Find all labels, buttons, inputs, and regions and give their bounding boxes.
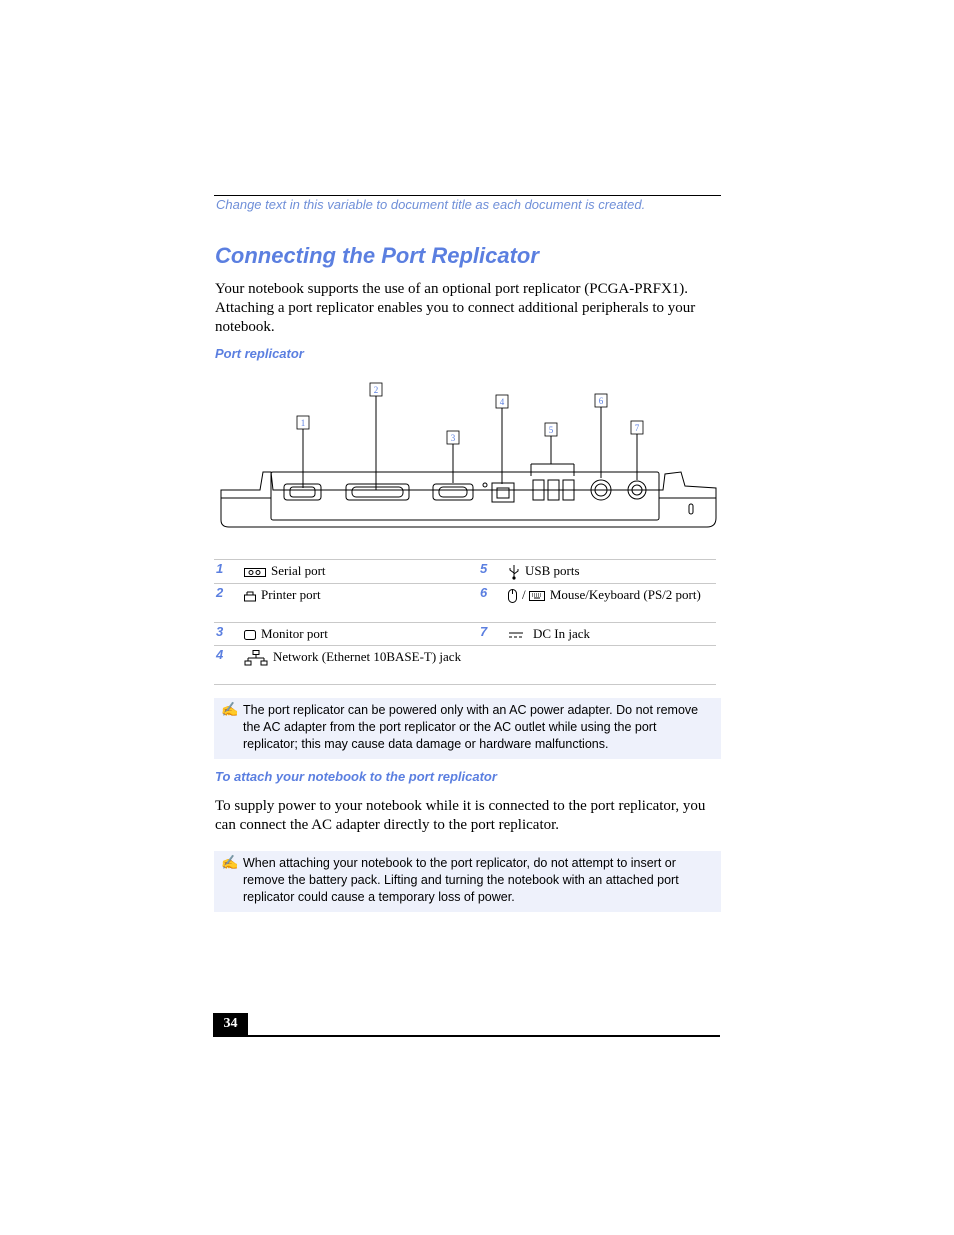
table-row bbox=[214, 623, 716, 646]
footer-rule bbox=[213, 1035, 720, 1037]
procedure-heading: To attach your notebook to the port replicator bbox=[215, 769, 497, 784]
network-icon bbox=[244, 650, 268, 666]
port-label: Printer port bbox=[261, 587, 321, 603]
dc-in-icon bbox=[508, 631, 524, 639]
note-box bbox=[214, 698, 721, 759]
note-pencil-icon: ✍ bbox=[221, 854, 239, 870]
usb-icon bbox=[508, 564, 520, 580]
callout-1: 1 bbox=[300, 418, 306, 428]
port-number: 6 bbox=[478, 584, 508, 623]
serial-port-icon bbox=[244, 568, 266, 577]
note-pencil-icon: ✍ bbox=[221, 701, 239, 717]
port-replicator-illustration bbox=[215, 380, 725, 530]
table-row: 2 Printer port 6 / Mouse/Keyboard (PS/2 port) bbox=[214, 584, 716, 623]
port-label: Mouse/Keyboard (PS/2 port) bbox=[549, 587, 701, 603]
port-label: USB ports bbox=[525, 563, 580, 578]
port-number: 1 bbox=[214, 560, 244, 584]
port-number: 3 bbox=[214, 623, 244, 646]
callout-3: 3 bbox=[450, 433, 456, 443]
port-legend-table bbox=[214, 559, 716, 685]
intro-paragraph: Your notebook supports the use of an optional port replicator (PCGA-PRFX1). Attaching a port replicator enables you to connect additional peripherals to your notebook. bbox=[215, 281, 696, 335]
table-row bbox=[214, 560, 716, 584]
header-rule bbox=[214, 195, 721, 196]
callout-2: 2 bbox=[373, 385, 379, 395]
port-number: 5 bbox=[478, 560, 508, 584]
printer-icon bbox=[244, 591, 256, 602]
callout-4: 4 bbox=[499, 397, 505, 407]
callout-7: 7 bbox=[634, 423, 640, 433]
mouse-icon bbox=[508, 589, 517, 603]
port-label: Serial port bbox=[271, 563, 326, 578]
note-text: The port replicator can be powered only with an AC power adapter. Do not remove the AC adapter from the port replicator or the AC outlet while using the port replicator; this may cause data damage or hardware malfunctions. bbox=[243, 703, 699, 751]
callout-6: 6 bbox=[598, 396, 604, 406]
keyboard-icon bbox=[529, 591, 545, 601]
port-label: Monitor port bbox=[261, 626, 328, 642]
note-box bbox=[214, 851, 721, 912]
port-label: Network (Ethernet 10BASE-T) jack bbox=[273, 649, 462, 665]
page-number: 34 bbox=[213, 1013, 248, 1036]
running-header: Change text in this variable to document title as each document is created. bbox=[216, 197, 646, 212]
table-row bbox=[214, 646, 716, 685]
figure-caption: Port replicator bbox=[215, 346, 304, 361]
port-label: DC In jack bbox=[533, 626, 591, 642]
port-number: 4 bbox=[214, 646, 244, 685]
procedure-paragraph: To supply power to your notebook while it is connected to the port replicator, you can connect the AC adapter directly to the port replicator. bbox=[215, 798, 706, 833]
note-text: When attaching your notebook to the port replicator, do not attempt to insert or remove the battery pack. Lifting and turning the notebook with an attached port replicator could cause a temporary loss of power. bbox=[243, 856, 679, 904]
monitor-icon bbox=[244, 630, 256, 640]
port-number: 2 bbox=[214, 584, 244, 623]
page-title: Connecting the Port Replicator bbox=[215, 243, 539, 268]
callout-5: 5 bbox=[548, 425, 554, 435]
port-number: 7 bbox=[478, 623, 508, 646]
